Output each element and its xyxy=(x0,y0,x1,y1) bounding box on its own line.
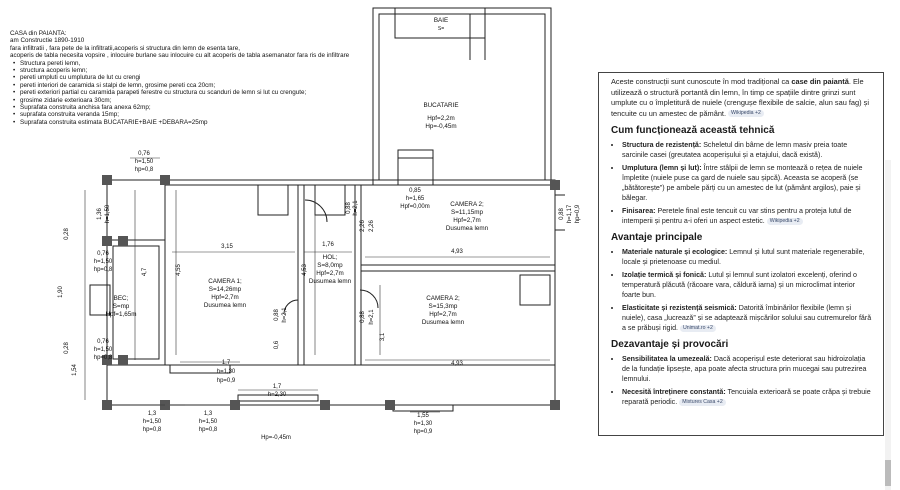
dim-17a: 1,7 xyxy=(221,360,231,366)
dim-left-h150b: h=1,50 xyxy=(93,259,113,265)
room-camera2a-floor: Dusumea lemn xyxy=(445,225,489,232)
dim-left-028b: 0,28 xyxy=(64,342,70,354)
dim-493a: 4,93 xyxy=(451,249,463,255)
item-title: Sensibilitatea la umezeală: xyxy=(622,355,712,363)
dim-h130a: h=1,30 xyxy=(216,369,236,375)
dim-31: 3,1 xyxy=(380,332,386,342)
source-chip[interactable]: Unimat.ro +2 xyxy=(680,325,716,332)
dim-hp08c: hp=0,8 xyxy=(142,427,162,433)
item-text: Între stâlpii de lemn se montează o rețea de nuiele împletite (nuiele puse ca gard de nuiele sau șipcă). Aceasta se acoperă (se „bătătorește”) pe ambele părți cu un amestec de lut (pământ argilos), paie și bălegar. xyxy=(622,164,863,202)
notes-bullet: • pereti interiori de caramida si stalpi de lemn, grosime pereti cca 20cm; xyxy=(10,82,410,89)
list-item xyxy=(622,247,875,267)
notes-bullet: • Suprafata construita anchisa fara anexa 62mp; xyxy=(10,104,410,111)
room-bec-hpf: Hpf=1,65m xyxy=(105,311,137,318)
intro-text-2: . Ele utilizează o structură portantă din lemn, în timp ce spațiile dintre grinzi sunt umplute cu o împletitură de nuiele (crengușe flexibile de salcie, alun sau fag) și tencuite cu un amestec de pământ. xyxy=(611,77,869,118)
dim-left-hp08: hp=0,8 xyxy=(93,267,113,273)
room-bucatarie-hp: Hp=-0,45m xyxy=(425,123,457,130)
room-baie-area: S= xyxy=(437,26,445,32)
dim-left-h150: h=1,50 xyxy=(105,204,111,224)
room-baie-name: BAIE xyxy=(433,17,449,24)
dim-right-h117: h=1,17 xyxy=(567,204,573,224)
dim-47: 4,7 xyxy=(142,267,148,277)
dim-hp045: Hp=-0,45m xyxy=(261,435,291,441)
list-item xyxy=(622,303,875,333)
dim-h150e: h=1,50 xyxy=(198,419,218,425)
item-text: Tencuiala exterioară se poate crăpa și trebuie reparată periodic. xyxy=(622,388,871,406)
dim-left-028a: 0,28 xyxy=(64,228,70,240)
dim-left-190: 1,90 xyxy=(58,286,64,298)
dim-h165: h=1,65 xyxy=(405,196,425,202)
dim-left-076b: 0,76 xyxy=(97,339,109,345)
dim-top-076: 0,76 xyxy=(138,151,150,157)
list-how xyxy=(611,140,875,226)
dim-left-154: 1,54 xyxy=(72,364,78,376)
intro-text: Aceste construcții sunt cunoscute în mod tradițional ca xyxy=(611,77,792,86)
scrollbar-track[interactable] xyxy=(885,160,891,490)
room-camera2b-area: S=15,3mp xyxy=(428,303,458,310)
dim-h150d: h=1,50 xyxy=(142,419,162,425)
list-disadvantages xyxy=(611,354,875,407)
panel-intro xyxy=(611,77,875,119)
dim-h21b: h=2,1 xyxy=(282,307,288,323)
dim-06: 0,6 xyxy=(274,340,280,350)
item-title: Izolație termică și fonică: xyxy=(622,271,707,279)
notes-bullet: • suprafata construita veranda 15mp; xyxy=(10,111,410,118)
item-title: Materiale naturale și ecologice: xyxy=(622,248,728,256)
item-text: Lutul și lemnul sunt izolatori excelenți, oferind o temperatură plăcută (răcoare vara, căldură iarna) și un microclimat interior foarte bun. xyxy=(622,271,857,299)
room-camera1-floor: Dusumea lemn xyxy=(203,302,247,309)
list-item xyxy=(622,140,875,160)
dim-493b: 4,93 xyxy=(451,361,463,367)
dimension-lines xyxy=(85,158,550,412)
dim-226a: 2,26 xyxy=(360,220,366,232)
room-hol-name: HOL; xyxy=(322,254,338,261)
wall-piers xyxy=(102,175,560,410)
list-item xyxy=(622,387,875,407)
room-camera1-hpf: Hpf=2,7m xyxy=(211,294,239,301)
item-text: Scheletul din bârne de lemn masiv preia toate sarcinile casei (greutatea acoperișului și a etajului, dacă există). xyxy=(622,141,848,159)
source-chip[interactable]: Mixtures Casa +2 xyxy=(679,399,726,406)
dim-13b: 1,3 xyxy=(203,411,213,417)
room-camera2b-hpf: Hpf=2,7m xyxy=(429,311,457,318)
dim-hp09b: hp=0,9 xyxy=(413,429,433,435)
notes-bullet: • grosime zidarie exterioara 30cm; xyxy=(10,97,410,104)
dim-13: 1,3 xyxy=(147,411,157,417)
dim-left-076: 0,76 xyxy=(97,251,109,257)
notes-bullet: • pereti umpluti cu umplutura de lut cu crengi xyxy=(10,74,410,81)
notes-bullet: • structura acoperis lemn; xyxy=(10,67,410,74)
room-hol-floor: Dusumea lemn xyxy=(308,278,352,285)
list-item xyxy=(622,354,875,384)
room-bucatarie-name: BUCATARIE xyxy=(423,102,459,109)
dim-088c: 0,88 xyxy=(360,311,366,323)
item-title: Umplutura (lemn și lut): xyxy=(622,164,702,172)
list-item xyxy=(622,270,875,300)
room-bec-name: BEC; xyxy=(113,295,129,302)
item-title: Elasticitate și rezistență seismică: xyxy=(622,304,737,312)
room-camera2b-floor: Dusumea lemn xyxy=(421,319,465,326)
dim-left-136: 1,36 xyxy=(97,208,103,220)
room-camera2b-name: CAMERA 2; xyxy=(426,295,460,302)
list-advantages xyxy=(611,247,875,333)
notes-line: acoperis de tabla necesita vopsire , inlocuire burlane sau inlocuire cu alt acoperis de tabla asemanator fara ris de infiltrare xyxy=(10,52,350,60)
notes-line: am Constructie 1890-1910 xyxy=(10,37,85,45)
dim-hp09a: hp=0,9 xyxy=(216,378,236,384)
scrollbar-thumb[interactable] xyxy=(885,460,891,486)
dim-right-088: 0,88 xyxy=(559,208,565,220)
dim-455: 4,55 xyxy=(176,264,182,276)
room-hol-hpf: Hpf=2,7m xyxy=(316,270,344,277)
window-bottom-3 xyxy=(393,405,453,411)
info-panel xyxy=(598,72,884,436)
dim-155: 1,55 xyxy=(417,413,429,419)
list-item xyxy=(622,206,875,226)
construction-notes xyxy=(10,30,410,126)
dim-hp08d: hp=0,8 xyxy=(198,427,218,433)
item-text: Peretele final este tencuit cu var stins pentru a proteja lutul de intemperii și pentru a-i oferi un aspect estetic. xyxy=(622,207,852,225)
item-text: Dacă acoperișul este deteriorat sau hidroizolația de la fundație lipsește, apa poate afecta structura prin mucegai sau putrezirea lemnului. xyxy=(622,355,867,383)
house-outline xyxy=(107,180,555,405)
section-heading-advantages: Avantaje principale xyxy=(611,232,703,243)
section-heading-disadvantages: Dezavantaje și provocări xyxy=(611,339,729,350)
dim-176: 1,76 xyxy=(322,242,334,248)
dim-left-hp08b: hp=0,8 xyxy=(93,355,113,361)
dim-h21c: h=2,1 xyxy=(369,309,375,325)
notes-bullet: • pereti exteriori partial cu caramida parapeti ferestre cu structura cu scanduri de lemn si lut cu crengute; xyxy=(10,89,410,96)
dim-315: 3,15 xyxy=(221,244,233,250)
room-camera2a-name: CAMERA 2; xyxy=(450,201,484,208)
room-camera2a-hpf: Hpf=2,7m xyxy=(453,217,481,224)
room-camera1-name: CAMERA 1; xyxy=(208,278,242,285)
dim-226b: 2,26 xyxy=(369,220,375,232)
list-item xyxy=(622,163,875,203)
dim-088a: 0,88 xyxy=(346,202,352,214)
dim-top-h150: h=1,50 xyxy=(134,159,154,165)
dim-left-h150c: h=1,50 xyxy=(93,347,113,353)
dim-top-hp08: hp=0,8 xyxy=(134,167,154,173)
notes-bullet: • Suprafata construita estimata BUCATARIE+BAIE +DEBARA=25mp xyxy=(10,119,410,126)
dim-088b: 0,88 xyxy=(274,309,280,321)
house-inner xyxy=(165,185,555,365)
dim-hpf000: Hpf=0,00m xyxy=(400,204,430,210)
item-title: Finisarea: xyxy=(622,207,656,215)
dim-453: 4,53 xyxy=(302,264,308,276)
dim-h230: h=2,30 xyxy=(267,392,287,398)
room-camera2a-area: S=11,15mp xyxy=(451,209,483,216)
source-chip[interactable]: Wikipedia +2 xyxy=(767,218,803,225)
intro-bold: case din paiantă xyxy=(791,77,849,86)
notes-line: fara infiltratii , fara pete de la infiltratii,acoperis si structura din lemn de esenta tare, xyxy=(10,44,240,52)
item-title: Necesită întreținere constantă: xyxy=(622,388,726,396)
item-title: Structura de rezistență: xyxy=(622,141,702,149)
dimension-labels xyxy=(58,151,581,441)
notes-title: CASA din PAIANTA: xyxy=(10,30,67,37)
item-text: Lemnul și lutul sunt materiale regenerabile, locale și prietenoase cu mediul. xyxy=(622,248,865,266)
notes-bullet: • Structura pereti lemn, xyxy=(10,60,410,67)
item-text: Datorită îmbinărilor flexibile (lemn și nuiele), casa „lucrează” și se adaptează mișcărilor solului sau cutremurelor fără a se prăbuși rigid. xyxy=(622,304,872,332)
dim-right-hp09: hp=0,9 xyxy=(575,204,581,224)
dim-085: 0,85 xyxy=(409,188,421,194)
source-chip[interactable]: Wikipedia +2 xyxy=(728,110,764,117)
room-bucatarie-hpf: Hpf=2,2m xyxy=(427,115,455,122)
room-hol-area: S=8,0mp xyxy=(317,262,343,269)
dim-h130b: h=1,30 xyxy=(413,421,433,427)
room-camera1-area: S=14,26mp xyxy=(208,286,242,293)
dim-h21a: h=2,1 xyxy=(353,200,359,216)
dim-17b: 1,7 xyxy=(272,384,282,390)
room-bec-area: S=mp xyxy=(112,303,130,310)
section-heading-how: Cum funcționează această tehnică xyxy=(611,125,775,136)
